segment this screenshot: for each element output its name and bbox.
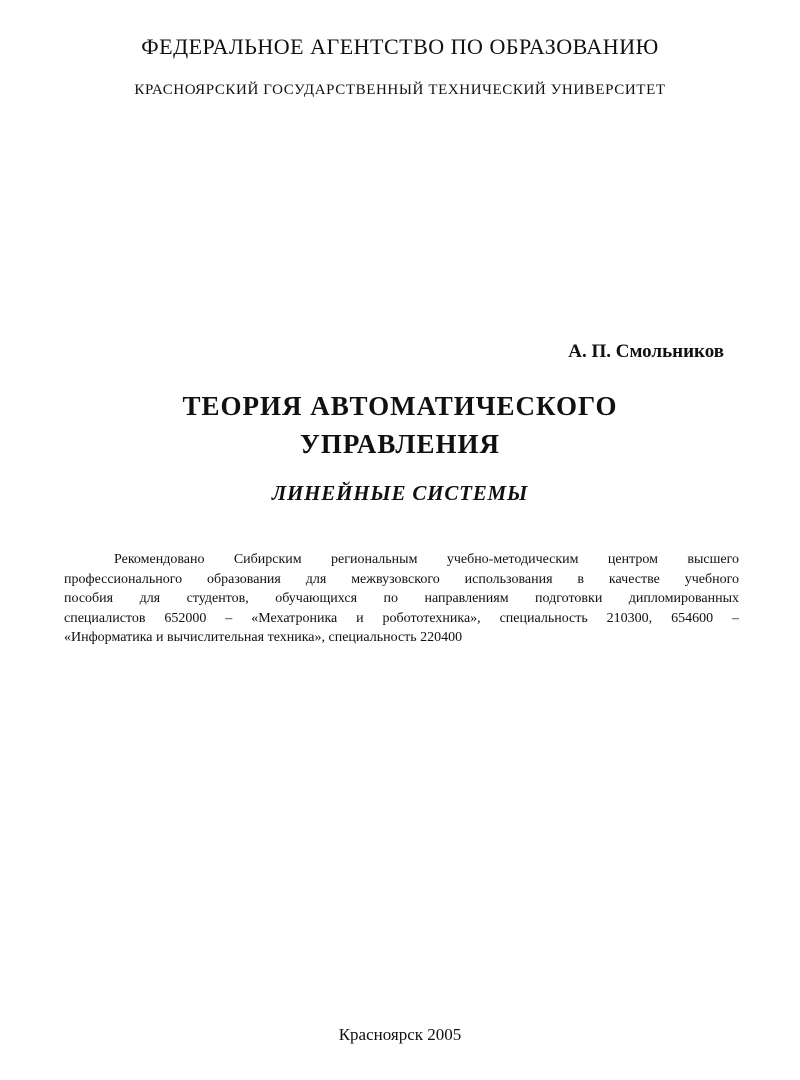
author-name: А. П. Смольников	[568, 341, 724, 362]
book-title-line-1: ТЕОРИЯ АВТОМАТИЧЕСКОГО	[182, 391, 618, 421]
recommendation-line: Рекомендовано Сибирским региональным учебно-методическим центром высшего	[114, 552, 739, 567]
university-name: КРАСНОЯРСКИЙ ГОСУДАРСТВЕННЫЙ ТЕХНИЧЕСКИЙ УНИВЕРСИТЕТ	[134, 82, 666, 98]
place-and-year: Красноярск 2005	[338, 1025, 462, 1044]
recommendation-line: специалистов 652000 – «Мехатроника и робототехника», специальность 210300, 654600 –	[64, 610, 739, 626]
recommendation-line: профессионального образования для межвузовского использования в качестве учебного	[64, 571, 739, 587]
recommendation-line: «Информатика и вычислительная техника», специальность 220400	[64, 630, 463, 645]
book-title-line-2: УПРАВЛЕНИЯ	[300, 429, 500, 459]
agency-name: ФЕДЕРАЛЬНОЕ АГЕНТСТВО ПО ОБРАЗОВАНИЮ	[141, 34, 659, 59]
book-subtitle: ЛИНЕЙНЫЕ СИСТЕМЫ	[271, 481, 529, 505]
recommendation-paragraph	[64, 550, 739, 648]
recommendation-line: пособия для студентов, обучающихся по направлениям подготовки дипломированных	[64, 591, 739, 606]
